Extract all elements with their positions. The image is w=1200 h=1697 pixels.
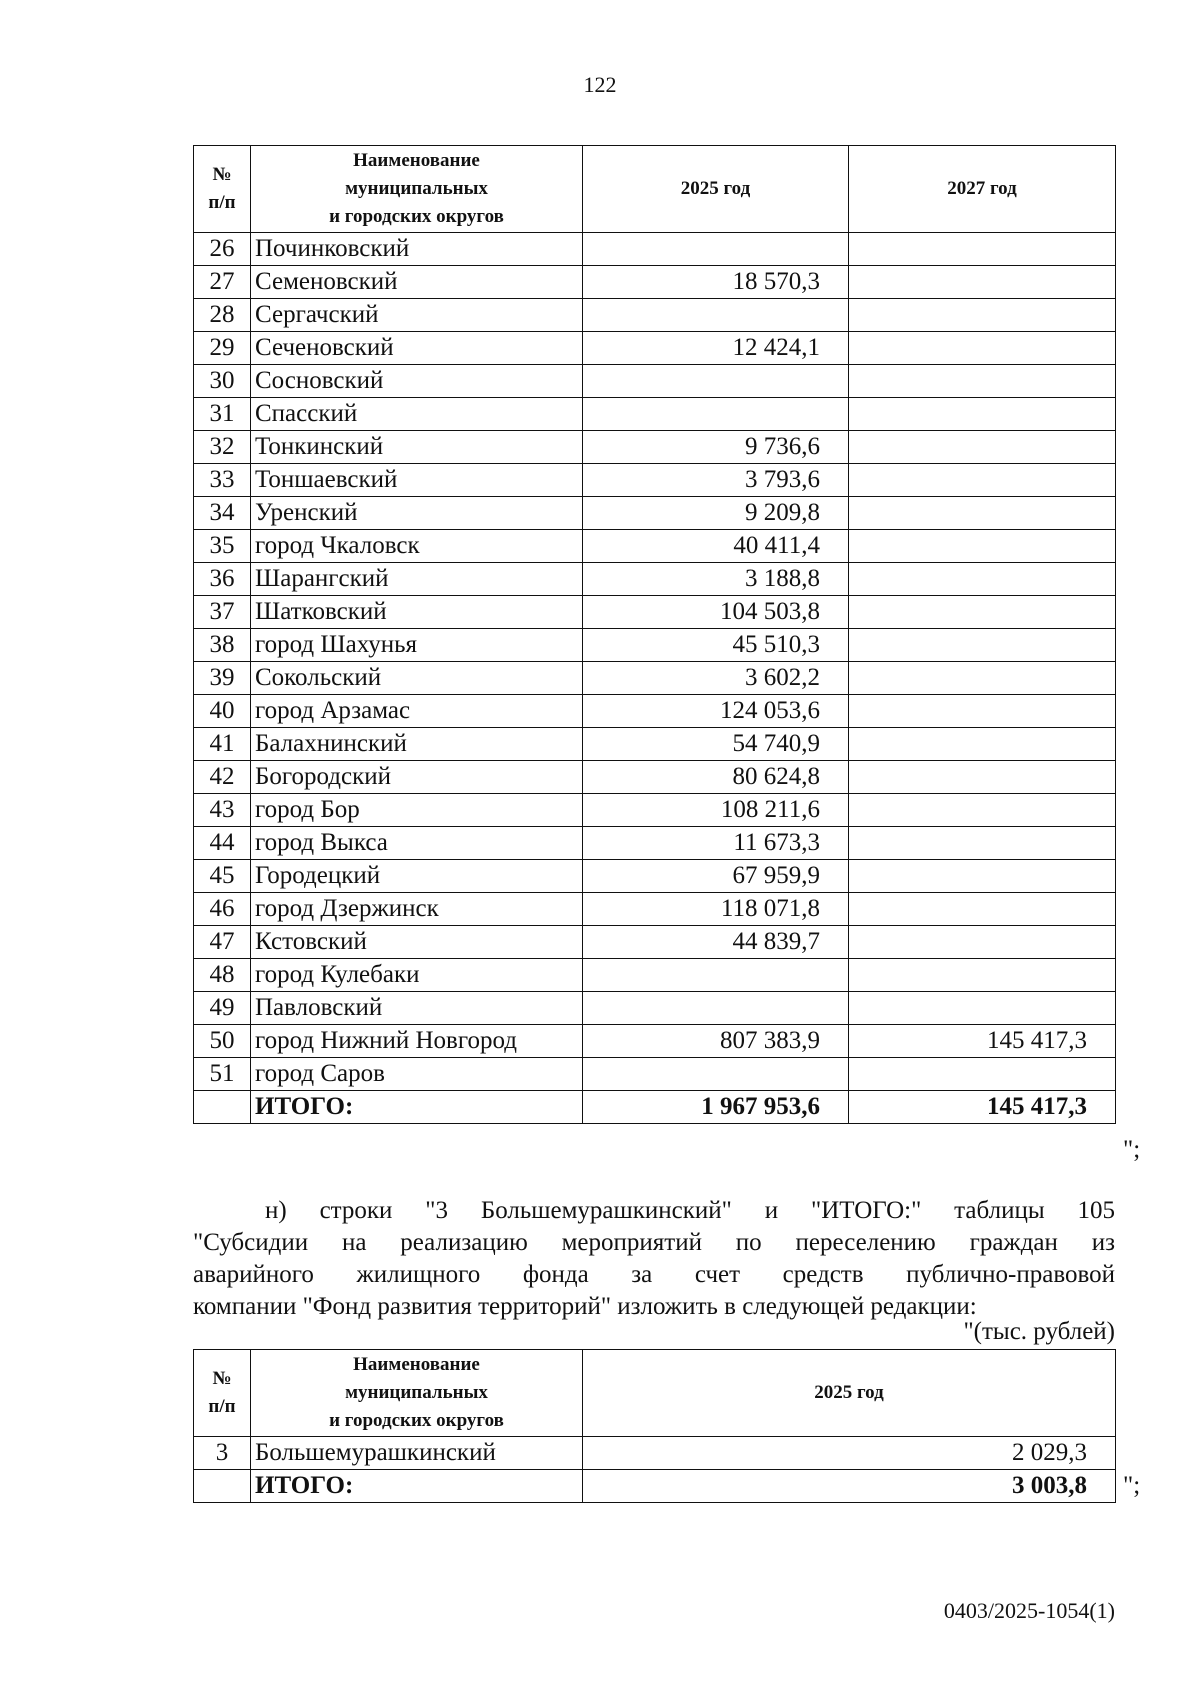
row-2027 — [849, 497, 1116, 530]
table-row — [194, 728, 1116, 761]
table-row — [194, 695, 1116, 728]
row-name: Сосновский — [251, 365, 583, 398]
table-body — [194, 233, 1116, 1091]
table-row — [194, 1058, 1116, 1091]
row-name: город Шахунья — [251, 629, 583, 662]
row-name: город Арзамас — [251, 695, 583, 728]
row-2025: 3 793,6 — [583, 464, 849, 497]
row-2027 — [849, 596, 1116, 629]
table-row — [194, 761, 1116, 794]
table-row — [194, 563, 1116, 596]
paragraph-line: "Субсидии на реализацию мероприятий по переселению граждан из — [193, 1229, 1115, 1256]
paragraph-line: аварийного жилищного фонда за счет средств публично-правовой — [193, 1261, 1115, 1288]
row-name: город Чкаловск — [251, 530, 583, 563]
row-2027 — [849, 1058, 1116, 1091]
row-number: 44 — [194, 827, 251, 860]
row-2025: 80 624,8 — [583, 761, 849, 794]
paragraph-line: н) строки "3 Большемурашкинский" и "ИТОГО:" таблицы 105 — [265, 1197, 1115, 1224]
row-2027 — [849, 992, 1116, 1025]
row-name: Богородский — [251, 761, 583, 794]
row-2027 — [849, 299, 1116, 332]
table-row — [194, 365, 1116, 398]
row-2025: 104 503,8 — [583, 596, 849, 629]
row-name: Уренский — [251, 497, 583, 530]
row-number: 26 — [194, 233, 251, 266]
table-row — [194, 596, 1116, 629]
row-name: Кстовский — [251, 926, 583, 959]
table-row — [194, 1025, 1116, 1058]
row-2027 — [849, 530, 1116, 563]
table-row — [194, 233, 1116, 266]
row-number: 35 — [194, 530, 251, 563]
row-2027 — [849, 464, 1116, 497]
row-name: Починковский — [251, 233, 583, 266]
row-2025: 54 740,9 — [583, 728, 849, 761]
row-name: город Выкса — [251, 827, 583, 860]
header-2027: 2027 год — [849, 146, 1116, 233]
row-number: 38 — [194, 629, 251, 662]
row-2027 — [849, 365, 1116, 398]
row-number: 39 — [194, 662, 251, 695]
row-2025 — [583, 398, 849, 431]
header-2025: 2025 год — [583, 1350, 1116, 1437]
row-2025: 44 839,7 — [583, 926, 849, 959]
row-name: город Дзержинск — [251, 893, 583, 926]
row-2027 — [849, 332, 1116, 365]
row-name: Балахнинский — [251, 728, 583, 761]
table-header-row — [194, 1350, 1116, 1437]
row-number: 31 — [194, 398, 251, 431]
row-number: 30 — [194, 365, 251, 398]
table-row — [194, 662, 1116, 695]
row-number: 32 — [194, 431, 251, 464]
row-number: 3 — [194, 1437, 251, 1470]
table-row — [194, 398, 1116, 431]
row-name: Тоншаевский — [251, 464, 583, 497]
unit-label: "(тыс. рублей) — [963, 1318, 1115, 1345]
row-2025: 18 570,3 — [583, 266, 849, 299]
row-2025 — [583, 959, 849, 992]
row-2027 — [849, 563, 1116, 596]
row-name: Семеновский — [251, 266, 583, 299]
row-2027 — [849, 794, 1116, 827]
row-name: Сокольский — [251, 662, 583, 695]
row-2025: 40 411,4 — [583, 530, 849, 563]
row-number: 50 — [194, 1025, 251, 1058]
row-2027 — [849, 629, 1116, 662]
row-2027 — [849, 728, 1116, 761]
row-name: Тонкинский — [251, 431, 583, 464]
row-number: 27 — [194, 266, 251, 299]
row-number: 28 — [194, 299, 251, 332]
row-2025 — [583, 299, 849, 332]
row-number: 42 — [194, 761, 251, 794]
row-name: город Кулебаки — [251, 959, 583, 992]
row-name: Спасский — [251, 398, 583, 431]
total-label: ИТОГО: — [251, 1091, 583, 1124]
row-2025: 11 673,3 — [583, 827, 849, 860]
row-2025: 108 211,6 — [583, 794, 849, 827]
table-row — [194, 827, 1116, 860]
row-2025: 807 383,9 — [583, 1025, 849, 1058]
row-name: Сергачский — [251, 299, 583, 332]
row-number: 33 — [194, 464, 251, 497]
row-2027 — [849, 893, 1116, 926]
subsidy-table-105 — [193, 1349, 1116, 1503]
row-name: Сеченовский — [251, 332, 583, 365]
row-2025: 45 510,3 — [583, 629, 849, 662]
table-row — [194, 332, 1116, 365]
total-label: ИТОГО: — [251, 1470, 583, 1503]
row-2025: 67 959,9 — [583, 860, 849, 893]
table-row — [194, 860, 1116, 893]
header-name: Наименование муниципальных и городских округов — [251, 146, 583, 233]
table-row — [194, 1437, 1116, 1470]
row-number: 48 — [194, 959, 251, 992]
row-number: 37 — [194, 596, 251, 629]
row-2025: 124 053,6 — [583, 695, 849, 728]
table-row — [194, 959, 1116, 992]
amendment-paragraph — [193, 1195, 1115, 1323]
table-row — [194, 926, 1116, 959]
row-2027 — [849, 266, 1116, 299]
row-2025: 3 188,8 — [583, 563, 849, 596]
table1-closing-quote: "; — [1123, 1136, 1141, 1163]
row-2025: 2 029,3 — [583, 1437, 1116, 1470]
row-name: город Саров — [251, 1058, 583, 1091]
total-2025: 1 967 953,6 — [583, 1091, 849, 1124]
total-number-cell — [194, 1091, 251, 1124]
row-number: 41 — [194, 728, 251, 761]
table2-closing-quote: "; — [1123, 1472, 1141, 1499]
table-row — [194, 530, 1116, 563]
total-row — [194, 1470, 1116, 1503]
row-number: 40 — [194, 695, 251, 728]
row-number: 43 — [194, 794, 251, 827]
table-header-row — [194, 146, 1116, 233]
row-2027 — [849, 431, 1116, 464]
table-row — [194, 431, 1116, 464]
row-2027 — [849, 662, 1116, 695]
table-row — [194, 992, 1116, 1025]
subsidy-table-main — [193, 145, 1116, 1124]
total-number-cell — [194, 1470, 251, 1503]
row-name: Городецкий — [251, 860, 583, 893]
row-2025 — [583, 1058, 849, 1091]
row-2027: 145 417,3 — [849, 1025, 1116, 1058]
header-name: Наименование муниципальных и городских округов — [251, 1350, 583, 1437]
row-2027 — [849, 827, 1116, 860]
page-number: 122 — [583, 72, 617, 97]
row-number: 34 — [194, 497, 251, 530]
row-2025 — [583, 365, 849, 398]
row-2025: 9 736,6 — [583, 431, 849, 464]
row-2027 — [849, 959, 1116, 992]
total-2025: 3 003,8 — [583, 1470, 1116, 1503]
row-2027 — [849, 695, 1116, 728]
table-row — [194, 464, 1116, 497]
row-number: 45 — [194, 860, 251, 893]
row-2027 — [849, 860, 1116, 893]
row-2025: 9 209,8 — [583, 497, 849, 530]
row-2027 — [849, 398, 1116, 431]
row-number: 49 — [194, 992, 251, 1025]
table-row — [194, 893, 1116, 926]
row-number: 47 — [194, 926, 251, 959]
row-2027 — [849, 233, 1116, 266]
row-2025: 12 424,1 — [583, 332, 849, 365]
table-row — [194, 266, 1116, 299]
row-name: город Нижний Новгород — [251, 1025, 583, 1058]
row-name: город Бор — [251, 794, 583, 827]
table-row — [194, 629, 1116, 662]
table-row — [194, 794, 1116, 827]
header-number: № п/п — [194, 146, 251, 233]
header-2025: 2025 год — [583, 146, 849, 233]
row-2025 — [583, 992, 849, 1025]
row-number: 36 — [194, 563, 251, 596]
row-2025: 118 071,8 — [583, 893, 849, 926]
row-2025 — [583, 233, 849, 266]
row-number: 46 — [194, 893, 251, 926]
row-name: Шатковский — [251, 596, 583, 629]
header-number: № п/п — [194, 1350, 251, 1437]
row-number: 29 — [194, 332, 251, 365]
row-2027 — [849, 761, 1116, 794]
paragraph-line: компании "Фонд развития территорий" изложить в следующей редакции: — [193, 1293, 977, 1320]
row-2025: 3 602,2 — [583, 662, 849, 695]
total-2027: 145 417,3 — [849, 1091, 1116, 1124]
row-name: Большемурашкинский — [251, 1437, 583, 1470]
row-2027 — [849, 926, 1116, 959]
row-number: 51 — [194, 1058, 251, 1091]
total-row — [194, 1091, 1116, 1124]
document-code: 0403/2025-1054(1) — [943, 1598, 1115, 1623]
table-row — [194, 497, 1116, 530]
row-name: Шарангский — [251, 563, 583, 596]
table-row — [194, 299, 1116, 332]
row-name: Павловский — [251, 992, 583, 1025]
